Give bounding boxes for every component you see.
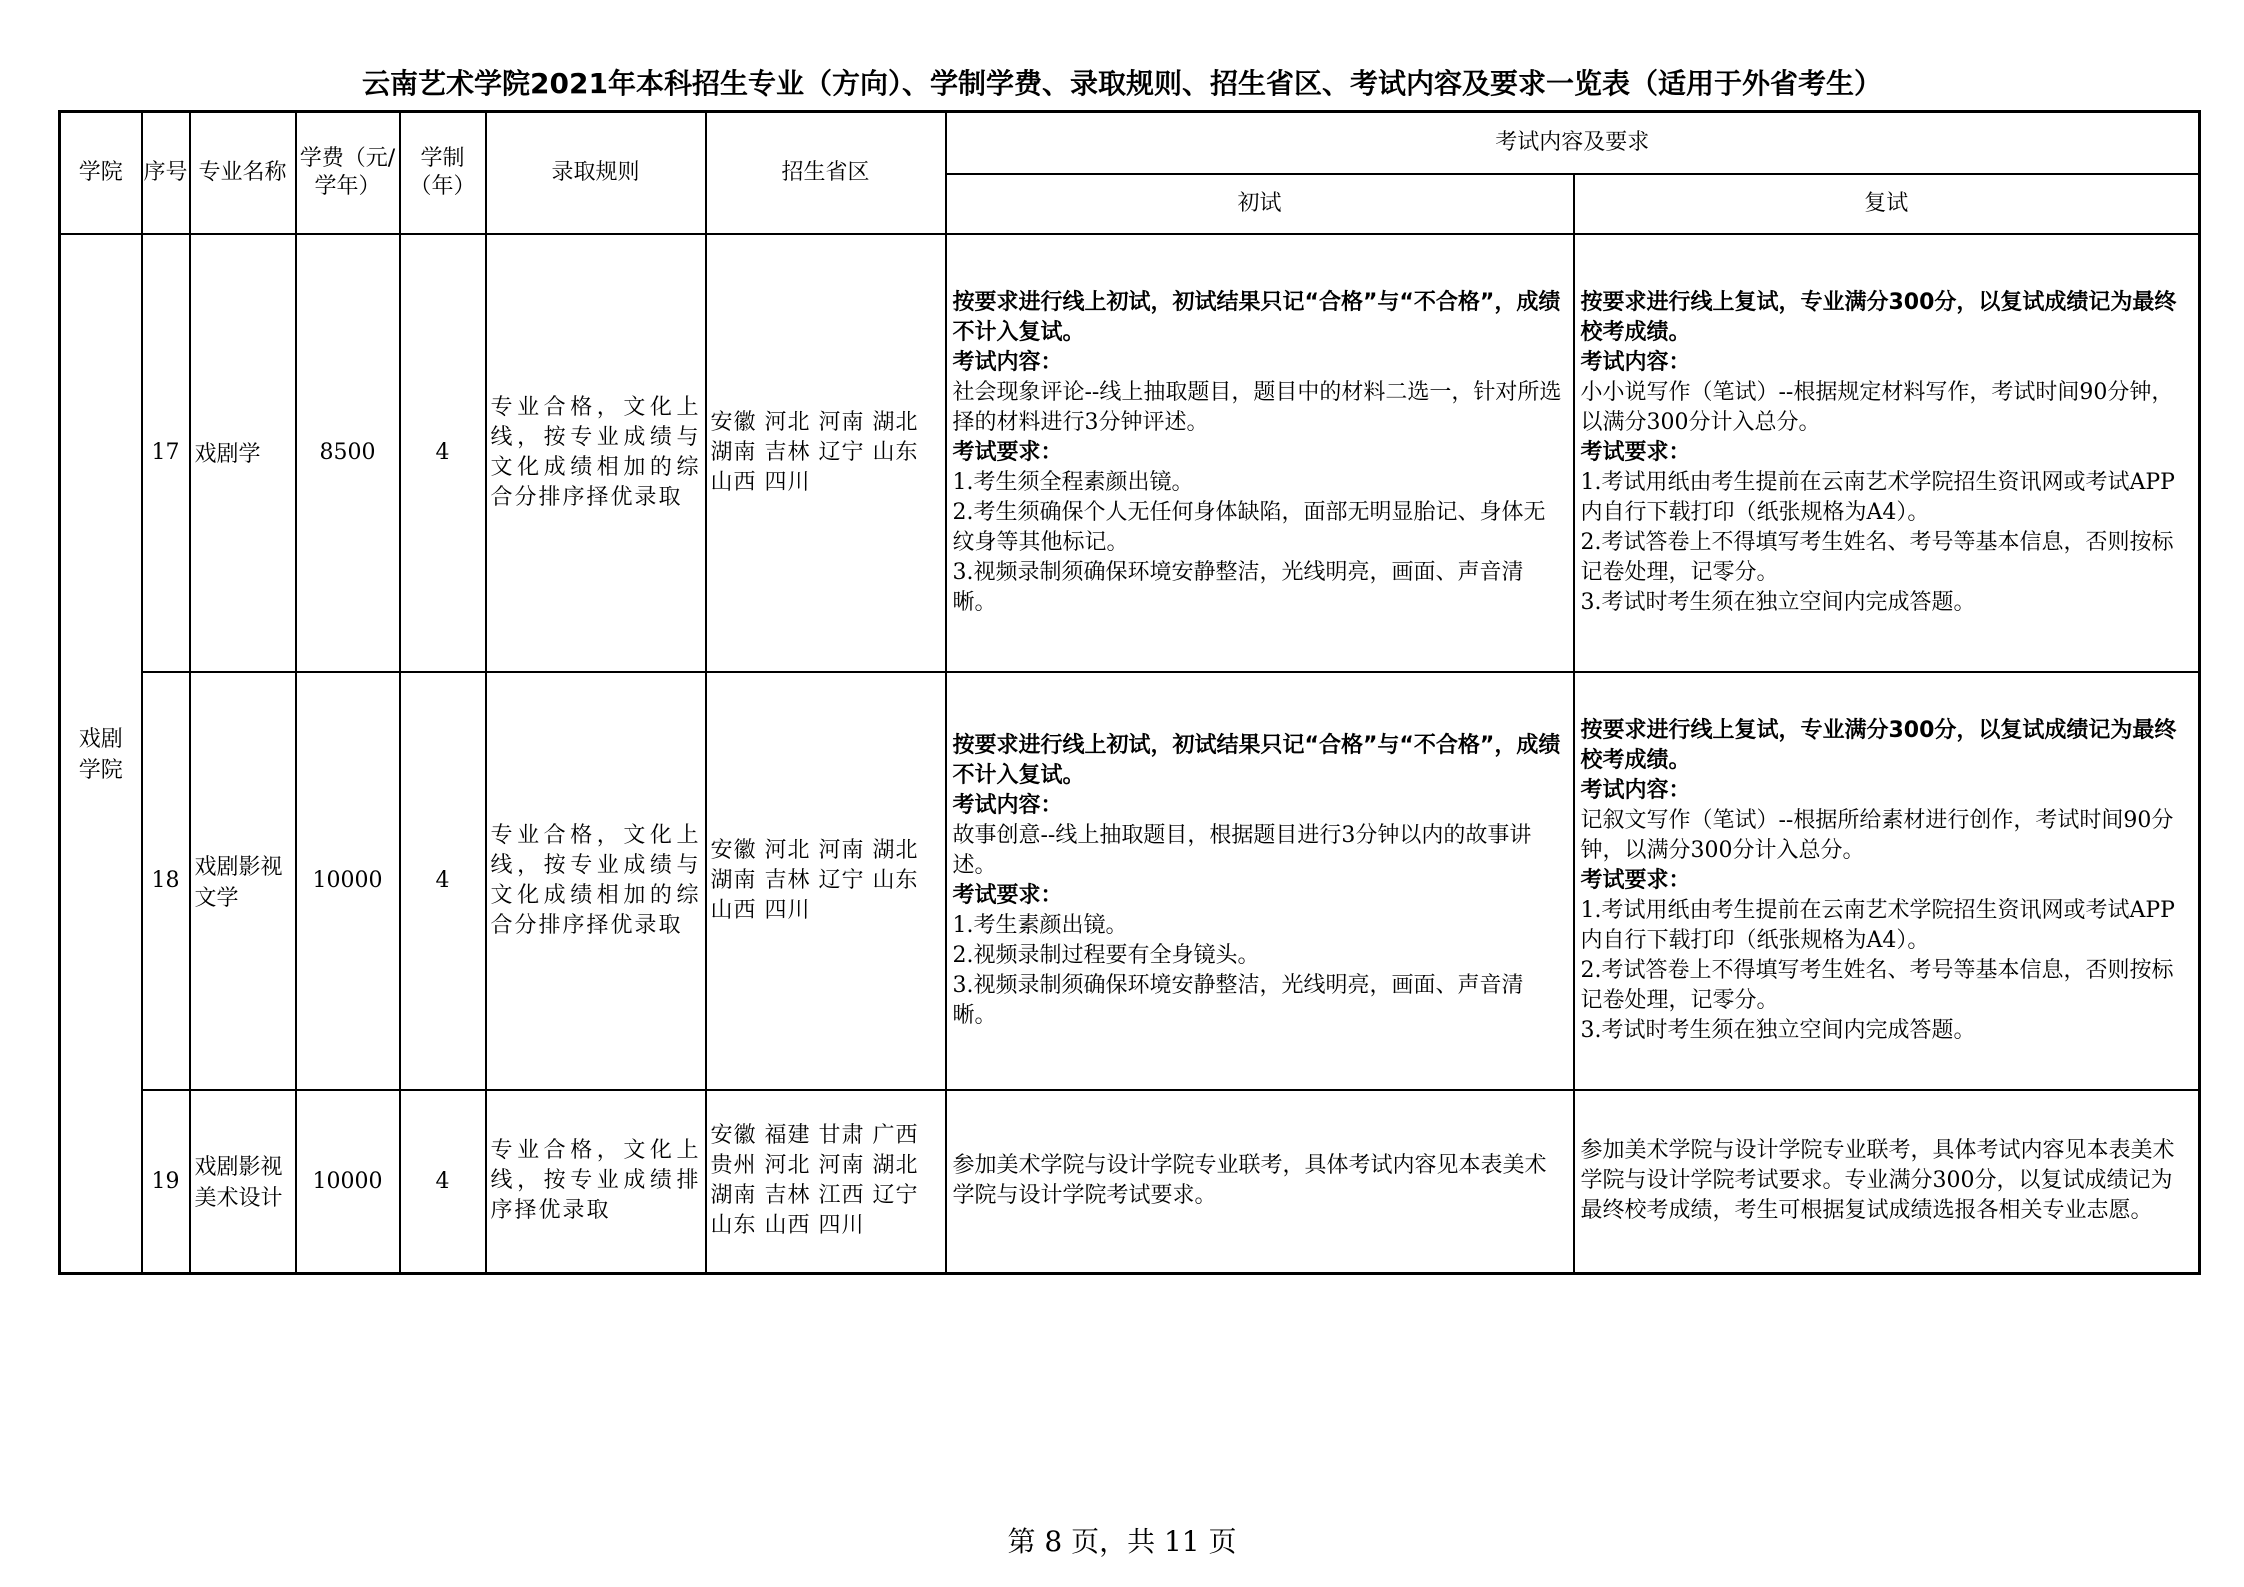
table-row: [60, 234, 2200, 672]
province-line: 湖南 吉林 辽宁 山东: [710, 867, 919, 893]
prelim-text: 1.考生素颜出镜。: [952, 912, 1128, 938]
provinces-cell: [706, 672, 946, 1090]
prelim-text: 1.考生须全程素颜出镜。: [952, 469, 1194, 495]
prelim-text: 3.视频录制须确保环境安静整洁，光线明亮，画面、声音清晰。: [952, 559, 1524, 615]
duration-cell: 4: [400, 234, 486, 672]
province-line: 安徽 河北 河南 湖北: [710, 409, 919, 435]
tuition-cell: 8500: [296, 234, 400, 672]
table-row: [60, 672, 2200, 1090]
college-cell: 戏剧学院: [60, 234, 142, 1274]
header-seq: 序号: [142, 112, 190, 234]
prelim-text: 考试要求：: [952, 882, 1063, 908]
header-college: 学院: [60, 112, 142, 234]
final-text: 参加美术学院与设计学院专业联考，具体考试内容见本表美术学院与设计学院考试要求。专业满分300分，以复试成绩记为最终校考成绩，考生可根据复试成绩选报各相关专业志愿。: [1580, 1138, 2175, 1224]
table-row: [60, 1090, 2200, 1274]
prelim-text: 2.视频录制过程要有全身镜头。: [952, 942, 1260, 968]
major-cell: 戏剧影视美术设计: [190, 1090, 296, 1274]
tuition-cell: 10000: [296, 1090, 400, 1274]
final-text: 3.考试时考生须在独立空间内完成答题。: [1580, 1017, 1976, 1043]
province-line: 贵州 河北 河南 湖北: [710, 1153, 919, 1179]
header-provinces: 招生省区: [706, 112, 946, 234]
province-line: 山西 四川: [710, 897, 811, 923]
final-text: 记叙文写作（笔试）--根据所给素材进行创作，考试时间90分钟，以满分300分计入总分。: [1580, 807, 2174, 863]
header-final: 复试: [1574, 174, 2200, 234]
tuition-cell: 10000: [296, 672, 400, 1090]
major-cell: 戏剧学: [190, 234, 296, 672]
page-footer: 第 8 页，共 11 页: [1007, 1525, 1237, 1558]
prelim-cell: [946, 234, 1574, 672]
seq-cell: 18: [142, 672, 190, 1090]
province-line: 山东 山西 四川: [710, 1213, 865, 1239]
rule-cell: 专业合格，文化上线，按专业成绩与文化成绩相加的综合分排序择优录取: [486, 672, 706, 1090]
final-text: 2.考试答卷上不得填写考生姓名、考号等基本信息，否则按标记卷处理，记零分。: [1580, 957, 2174, 1013]
final-text: 1.考试用纸由考生提前在云南艺术学院招生资讯网或考试APP内自行下载打印（纸张规格为A4）。: [1580, 897, 2175, 953]
final-text: 2.考试答卷上不得填写考生姓名、考号等基本信息，否则按标记卷处理，记零分。: [1580, 529, 2174, 585]
province-line: 安徽 福建 甘肃 广西: [710, 1123, 919, 1149]
final-cell: [1574, 672, 2200, 1090]
rule-cell: 专业合格，文化上线，按专业成绩排序择优录取: [486, 1090, 706, 1274]
final-text: 小小说写作（笔试）--根据规定材料写作，考试时间90分钟，以满分300分计入总分。: [1580, 379, 2174, 435]
prelim-text: 考试内容：: [952, 349, 1063, 375]
prelim-text: 3.视频录制须确保环境安静整洁，光线明亮，画面、声音清晰。: [952, 972, 1524, 1028]
prelim-cell: [946, 1090, 1574, 1274]
major-cell: 戏剧影视文学: [190, 672, 296, 1090]
header-major: 专业名称: [190, 112, 296, 234]
header-prelim: 初试: [946, 174, 1574, 234]
prelim-text: 考试要求：: [952, 439, 1063, 465]
duration-cell: 4: [400, 1090, 486, 1274]
seq-cell: 19: [142, 1090, 190, 1274]
header-tuition: 学费（元/学年）: [296, 112, 400, 234]
province-line: 湖南 吉林 江西 辽宁: [710, 1183, 919, 1209]
final-cell: [1574, 1090, 2200, 1274]
provinces-cell: [706, 234, 946, 672]
provinces-cell: [706, 1090, 946, 1274]
prelim-cell: [946, 672, 1574, 1090]
header-rule: 录取规则: [486, 112, 706, 234]
prelim-text: 社会现象评论--线上抽取题目，题目中的材料二选一，针对所选择的材料进行3分钟评述。: [952, 379, 1562, 435]
seq-cell: 17: [142, 234, 190, 672]
final-text: 考试要求：: [1580, 867, 1691, 893]
final-text: 考试要求：: [1580, 439, 1691, 465]
province-line: 湖南 吉林 辽宁 山东: [710, 439, 919, 465]
final-text: 考试内容：: [1580, 777, 1691, 803]
admissions-table: [58, 110, 2201, 1275]
header-exam: 考试内容及要求: [946, 112, 2200, 174]
page-title: 云南艺术学院2021年本科招生专业（方向）、学制学费、录取规则、招生省区、考试内容及要求一览表（适用于外省考生）: [362, 67, 1882, 100]
rule-cell: 专业合格，文化上线，按专业成绩与文化成绩相加的综合分排序择优录取: [486, 234, 706, 672]
final-text: 按要求进行线上复试，专业满分300分，以复试成绩记为最终校考成绩。: [1580, 717, 2177, 773]
province-line: 山西 四川: [710, 469, 811, 495]
duration-cell: 4: [400, 672, 486, 1090]
header-duration: 学制（年）: [400, 112, 486, 234]
prelim-text: 2.考生须确保个人无任何身体缺陷，面部无明显胎记、身体无纹身等其他标记。: [952, 499, 1546, 555]
final-text: 按要求进行线上复试，专业满分300分，以复试成绩记为最终校考成绩。: [1580, 289, 2177, 345]
prelim-text: 按要求进行线上初试，初试结果只记“合格”与“不合格”，成绩不计入复试。: [952, 732, 1561, 788]
final-text: 考试内容：: [1580, 349, 1691, 375]
prelim-text: 参加美术学院与设计学院专业联考，具体考试内容见本表美术学院与设计学院考试要求。: [952, 1153, 1547, 1209]
prelim-text: 按要求进行线上初试，初试结果只记“合格”与“不合格”，成绩不计入复试。: [952, 289, 1561, 345]
final-text: 1.考试用纸由考生提前在云南艺术学院招生资讯网或考试APP内自行下载打印（纸张规格为A4）。: [1580, 469, 2175, 525]
province-line: 安徽 河北 河南 湖北: [710, 837, 919, 863]
prelim-text: 故事创意--线上抽取题目，根据题目进行3分钟以内的故事讲述。: [952, 822, 1532, 878]
prelim-text: 考试内容：: [952, 792, 1063, 818]
final-cell: [1574, 234, 2200, 672]
final-text: 3.考试时考生须在独立空间内完成答题。: [1580, 589, 1976, 615]
